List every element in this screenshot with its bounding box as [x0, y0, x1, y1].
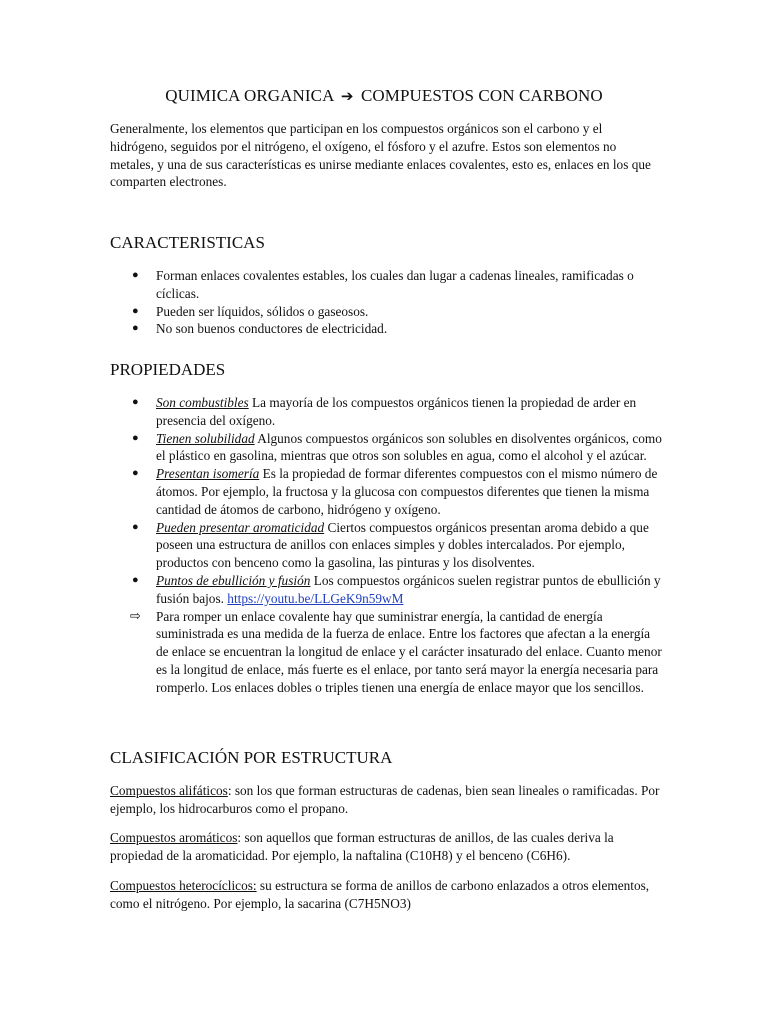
- document-title: [0, 86, 768, 106]
- classification-aliphatic: Compuestos alifáticos: son los que forman estructuras de cadenas, bien sean lineales o ramificadas. Por ejemplo, los hidrocarburos como el propano.: [110, 783, 660, 816]
- list-item: ● Tienen solubilidad Algunos compuestos orgánicos son solubles en disolventes orgánicos, como el plástico en gasolina, mientras que otros son solubles en agua, como el alcohol y el azúcar.: [132, 430, 662, 464]
- properties-list: [110, 394, 662, 697]
- list-item: ● Son combustibles La mayoría de los compuestos orgánicos tienen la propiedad de arder en presencia del oxígeno.: [132, 395, 637, 428]
- youtube-link[interactable]: https://youtu.be/LLGeK9n59wM: [227, 590, 404, 606]
- title-right: COMPUESTOS CON CARBONO: [360, 86, 603, 105]
- characteristics-list: [110, 267, 662, 338]
- list-item: ● Presentan isomería Es la propiedad de formar diferentes compuestos con el mismo número de átomos. Por ejemplo, la fructosa y la glucosa con compuestos diferentes que tienen la misma cantidad de átomos de carbono, hidrógeno y oxígeno.: [132, 466, 658, 517]
- bullet-icon: ●: [132, 431, 139, 444]
- intro-paragraph: Generalmente, los elementos que participan en los compuestos orgánicos son el carbono y el hidrógeno, seguidos por el nitrógeno, el oxígeno, el fósforo y el azufre. Estos son elementos no metales, y una de sus características es unirse mediante enlaces covalentes, esto es, enlaces en los que comparten electrones.: [110, 121, 651, 190]
- double-arrow-icon: ⇨: [130, 608, 141, 624]
- property-term: Son combustibles: [156, 395, 249, 410]
- bullet-icon: ●: [132, 573, 139, 586]
- classification-aromatic: Compuestos aromáticos: son aquellos que forman estructuras de anillos, de las cuales deriva la propiedad de la aromaticidad. Por ejemplo, la naftalina (C10H8) y el benceno (C6H6).: [110, 830, 614, 863]
- property-term: Puntos de ebullición y fusión: [156, 572, 311, 588]
- bullet-icon: ●: [132, 322, 139, 335]
- property-term: Presentan isomería: [156, 466, 260, 482]
- property-term: Pueden presentar aromaticidad: [156, 519, 325, 535]
- list-item: ● Pueden ser líquidos, sólidos o gaseosos.: [132, 303, 369, 319]
- bullet-icon: ●: [132, 467, 139, 480]
- bullet-icon: ●: [132, 269, 139, 281]
- list-item: ● Forman enlaces covalentes estables, los cuales dan lugar a cadenas lineales, ramificadas o cíclicas.: [132, 268, 634, 301]
- title-left: QUIMICA ORGANICA: [165, 86, 334, 105]
- bullet-icon: ●: [132, 304, 139, 317]
- list-item: ● No son buenos conductores de electricidad.: [132, 321, 388, 337]
- arrow-right-icon: ➔: [340, 87, 354, 105]
- classification-heading: CLASIFICACIÓN POR ESTRUCTURA: [110, 748, 393, 767]
- characteristics-heading: CARACTERISTICAS: [110, 233, 265, 252]
- note-item: ⇨ Para romper un enlace covalente hay que suministrar energía, la cantidad de energía suministrada es una medida de la fuerza de enlace. Entre los factores que afectan a la energía de enlace se encuentran la longitud de enlace y el carácter insaturado del enlace. Cuanto menor es la longitud de enlace, más fuerte es el enlace, por tanto será mayor la energía necesaria para romperlo. Los enlaces dobles o triples tienen una energía de enlace mayor que los sencillos.: [130, 608, 662, 695]
- bullet-icon: ●: [132, 396, 139, 408]
- properties-heading: PROPIEDADES: [110, 360, 226, 379]
- classification-heterocyclic: Compuestos heterocíclicos: su estructura se forma de anillos de carbono enlazados a otros elementos, como el nitrógeno. Por ejemplo, la sacarina (C7H5NO3): [110, 878, 650, 911]
- list-item: ● Pueden presentar aromaticidad Ciertos compuestos orgánicos presentan aroma debido a que poseen una estructura de anillos con enlaces simples y dobles intercalados. Por ejemplo, productos con benceno como la gasolina, las pinturas y los disolventes.: [132, 519, 649, 571]
- property-term: Tienen solubilidad: [156, 430, 255, 446]
- bullet-icon: ●: [132, 520, 139, 533]
- list-item: ● Puntos de ebullición y fusión Los compuestos orgánicos suelen registrar puntos de ebullición y fusión bajos. https://youtu.be/LLGeK9n59wM: [132, 572, 661, 606]
